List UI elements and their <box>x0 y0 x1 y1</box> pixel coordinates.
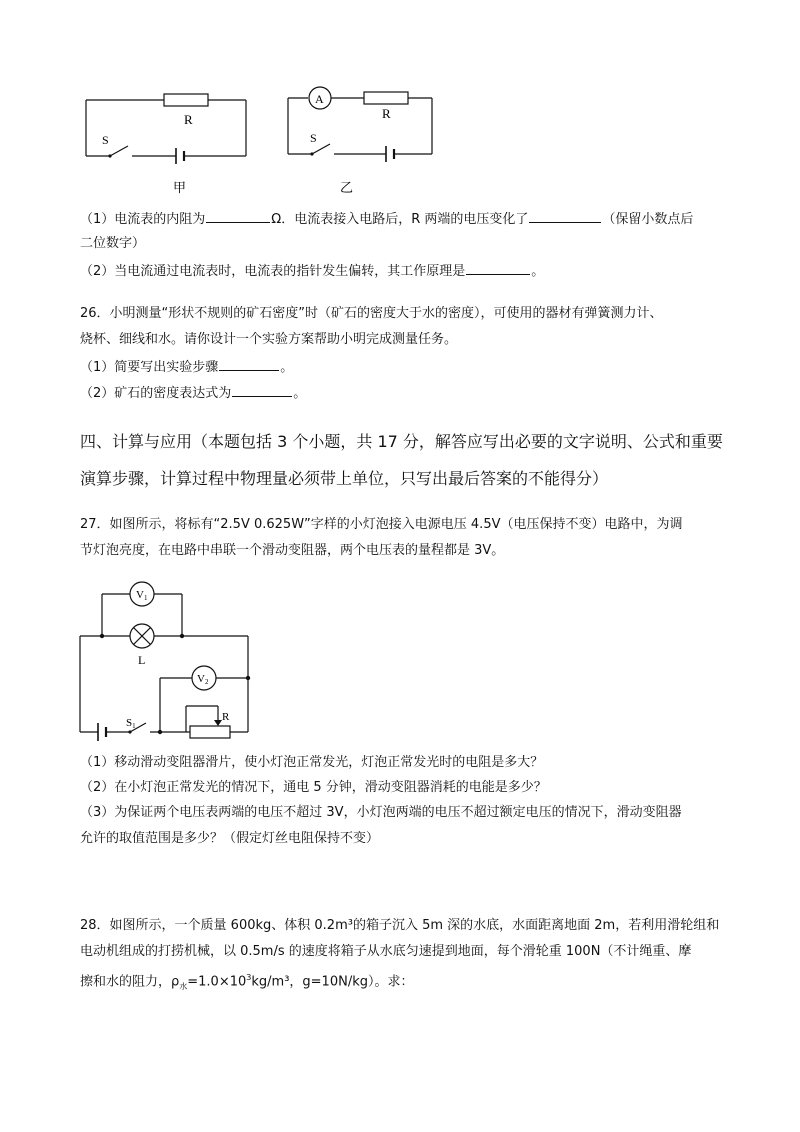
q27-part1: （1）移动滑动变阻器滑片，使小灯泡正常发光，灯泡正常发光时的电阻是多大？ <box>80 755 544 770</box>
voltmeter-2-label: V2 <box>197 673 209 686</box>
switch-label: S1 <box>126 717 136 730</box>
figure-label-yi: 乙 <box>340 180 354 195</box>
voltmeter-1-label: V1 <box>136 589 148 602</box>
q28-stem-line3: 擦和水的阻力，$\rho_水=1.0\times 10^3kg/m^3$，g=10N/kg）。求： <box>80 973 414 991</box>
lamp-label: L <box>138 653 146 667</box>
q27-stem-line2: 节灯泡亮度，在电路中串联一个滑动变阻器，两个电压表的量程都是 3V。 <box>80 543 505 558</box>
q27-part2: （2）在小灯泡正常发光的情况下，通电 5 分钟，滑动变阻器消耗的电能是多少？ <box>80 780 547 795</box>
circuit-figure-q27 <box>76 578 266 750</box>
answer-blank[interactable] <box>206 208 270 223</box>
q26-stem-line1: 26．小明测量“形状不规则的矿石密度”时（矿石的密度大于水的密度），可使用的器材有弹簧测力计、 <box>80 306 663 321</box>
resistor-label: R <box>184 112 193 127</box>
rheostat-label: R <box>222 711 230 723</box>
q25-part2: （2）当电流通过电流表时，电流表的指针发生偏转，其工作原理是 。 <box>80 260 544 282</box>
answer-blank[interactable] <box>529 208 601 223</box>
q27-stem-line1: 27．如图所示，将标有“2.5V 0.625W”字样的小灯泡接入电源电压 4.5V（电压保持不变）电路中，为调 <box>80 517 683 532</box>
q28-stem-line1: 28．如图所示，一个质量 600kg、体积 0.2m³的箱子沉入 5m 深的水底，水面距离地面 2m，若利用滑轮组和 <box>80 918 720 933</box>
q27-part3-line1: （3）为保证两个电压表两端的电压不超过 3V，小灯泡两端的电压不超过额定电压的情况下，滑动变阻器 <box>80 805 682 820</box>
answer-blank[interactable] <box>232 382 292 397</box>
q25-part1-line2: 二位数字） <box>80 236 146 251</box>
q26-part1: （1）简要写出实验步骤 。 <box>80 356 293 378</box>
circuit-figure-yi <box>284 84 436 196</box>
resistor-label: R <box>382 106 391 121</box>
q28-stem-line2: 电动机组成的打捞机械，以 0.5m/s 的速度将箱子从水底匀速提到地面，每个滑轮重 100N（不计绳重、摩 <box>80 944 692 959</box>
switch-label: S <box>102 133 109 147</box>
answer-blank[interactable] <box>219 356 279 371</box>
q27-part3-line2: 允许的取值范围是多少？（假定灯丝电阻保持不变） <box>80 831 380 846</box>
answer-blank[interactable] <box>466 260 530 275</box>
ammeter-label: A <box>315 92 324 106</box>
circuit-figure-jia <box>80 88 250 196</box>
q26-part2: （2）矿石的密度表达式为 。 <box>80 382 306 404</box>
figure-label-jia: 甲 <box>173 180 187 195</box>
switch-label: S <box>310 131 317 145</box>
q26-stem-line2: 烧杯、细线和水。请你设计一个实验方案帮助小明完成测量任务。 <box>80 332 458 347</box>
section-heading-line2: 演算步骤，计算过程中物理量必须带上单位，只写出最后答案的不能得分） <box>80 469 609 488</box>
section-heading-line1: 四、计算与应用（本题包括 3 个小题，共 17 分，解答应写出必要的文字说明、公式和重要 <box>80 432 723 451</box>
q25-part1-line1: （1）电流表的内阻为 Ω．电流表接入电路后，R 两端的电压变化了 （保留小数点后 <box>80 208 693 230</box>
